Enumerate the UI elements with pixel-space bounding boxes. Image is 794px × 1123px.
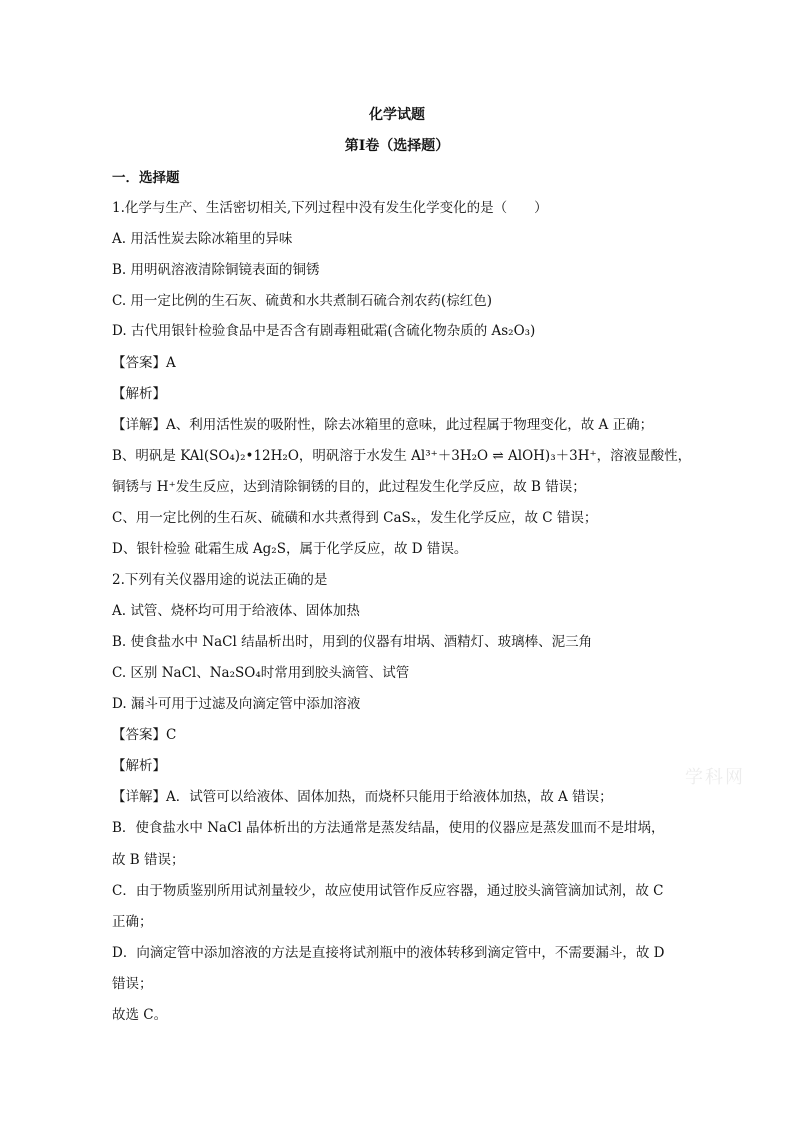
explanation-2-d-cont: 错误； [112, 976, 153, 992]
explanation-1-a: 【详解】A、利用活性炭的吸附性，除去冰箱里的意味，此过程属于物理变化，故 A 正确； [112, 417, 654, 433]
explanation-2-c-cont: 正确； [112, 914, 153, 930]
option-1d: D. 古代用银针检验食品中是否含有剧毒粗砒霜(含硫化物杂质的 As₂O₃) [112, 323, 536, 339]
option-2d: D. 漏斗可用于过滤及向滴定管中添加溶液 [112, 696, 361, 712]
explanation-2-b-cont: 故 B 错误； [112, 852, 185, 868]
section-heading: 一．选择题 [112, 170, 180, 186]
option-2b: B. 使食盐水中 NaCl 结晶析出时，用到的仪器有坩埚、酒精灯、玻璃棒、泥三角 [112, 634, 593, 650]
option-1a: A. 用活性炭去除冰箱里的异味 [112, 231, 293, 247]
explanation-1-d: D、银针检验 砒霜生成 Ag₂S，属于化学反应，故 D 错误。 [112, 541, 468, 557]
question-1: 1.化学与生产、生活密切相关,下列过程中没有发生化学变化的是（ ） [112, 200, 548, 216]
answer-1: 【答案】A [112, 355, 176, 371]
analysis-label-1: 【解析】 [112, 386, 166, 402]
explanation-2-a: 【详解】A．试管可以给液体、固体加热，而烧杯只能用于给液体加热，故 A 错误； [112, 789, 613, 805]
analysis-label-2: 【解析】 [112, 758, 166, 774]
answer-2: 【答案】C [112, 727, 177, 743]
explanation-1-b: B、明矾是 KAl(SO₄)₂•12H₂O，明矾溶于水发生 Al³⁺＋3H₂O ⇌ AlOH)₃＋3H⁺，溶液显酸性， [112, 448, 692, 464]
page-subtitle: 第Ⅰ卷（选择题） [344, 138, 450, 154]
page-title: 化学试题 [369, 107, 425, 123]
explanation-2-c: C．由于物质鉴别所用试剂量较少，故应使用试管作反应容器，通过胶头滴管滴加试剂，故 C [112, 883, 664, 899]
watermark: 学科网 [685, 767, 745, 788]
explanation-2-d: D．向滴定管中添加溶液的方法是直接将试剂瓶中的液体转移到滴定管中，不需要漏斗，故 D [112, 945, 665, 961]
option-1b: B. 用明矾溶液清除铜镜表面的铜锈 [112, 262, 320, 278]
option-2c: C. 区别 NaCl、Na₂SO₄时常用到胶头滴管、试管 [112, 665, 410, 681]
explanation-1-c: C、用一定比例的生石灰、硫磺和水共煮得到 CaSₓ，发生化学反应，故 C 错误； [112, 510, 598, 526]
option-2a: A. 试管、烧杯均可用于给液体、固体加热 [112, 603, 360, 619]
question-2: 2.下列有关仪器用途的说法正确的是 [112, 572, 328, 588]
explanation-2-b: B．使食盐水中 NaCl 晶体析出的方法通常是蒸发结晶，使用的仪器应是蒸发皿而不是坩埚， [112, 820, 665, 836]
option-1c: C. 用一定比例的生石灰、硫黄和水共煮制石硫合剂农药(棕红色) [112, 293, 492, 309]
conclusion-2: 故选 C。 [112, 1007, 168, 1023]
explanation-1-b-cont: 铜锈与 H⁺发生反应，达到清除铜锈的目的，此过程发生化学反应，故 B 错误； [112, 479, 586, 495]
